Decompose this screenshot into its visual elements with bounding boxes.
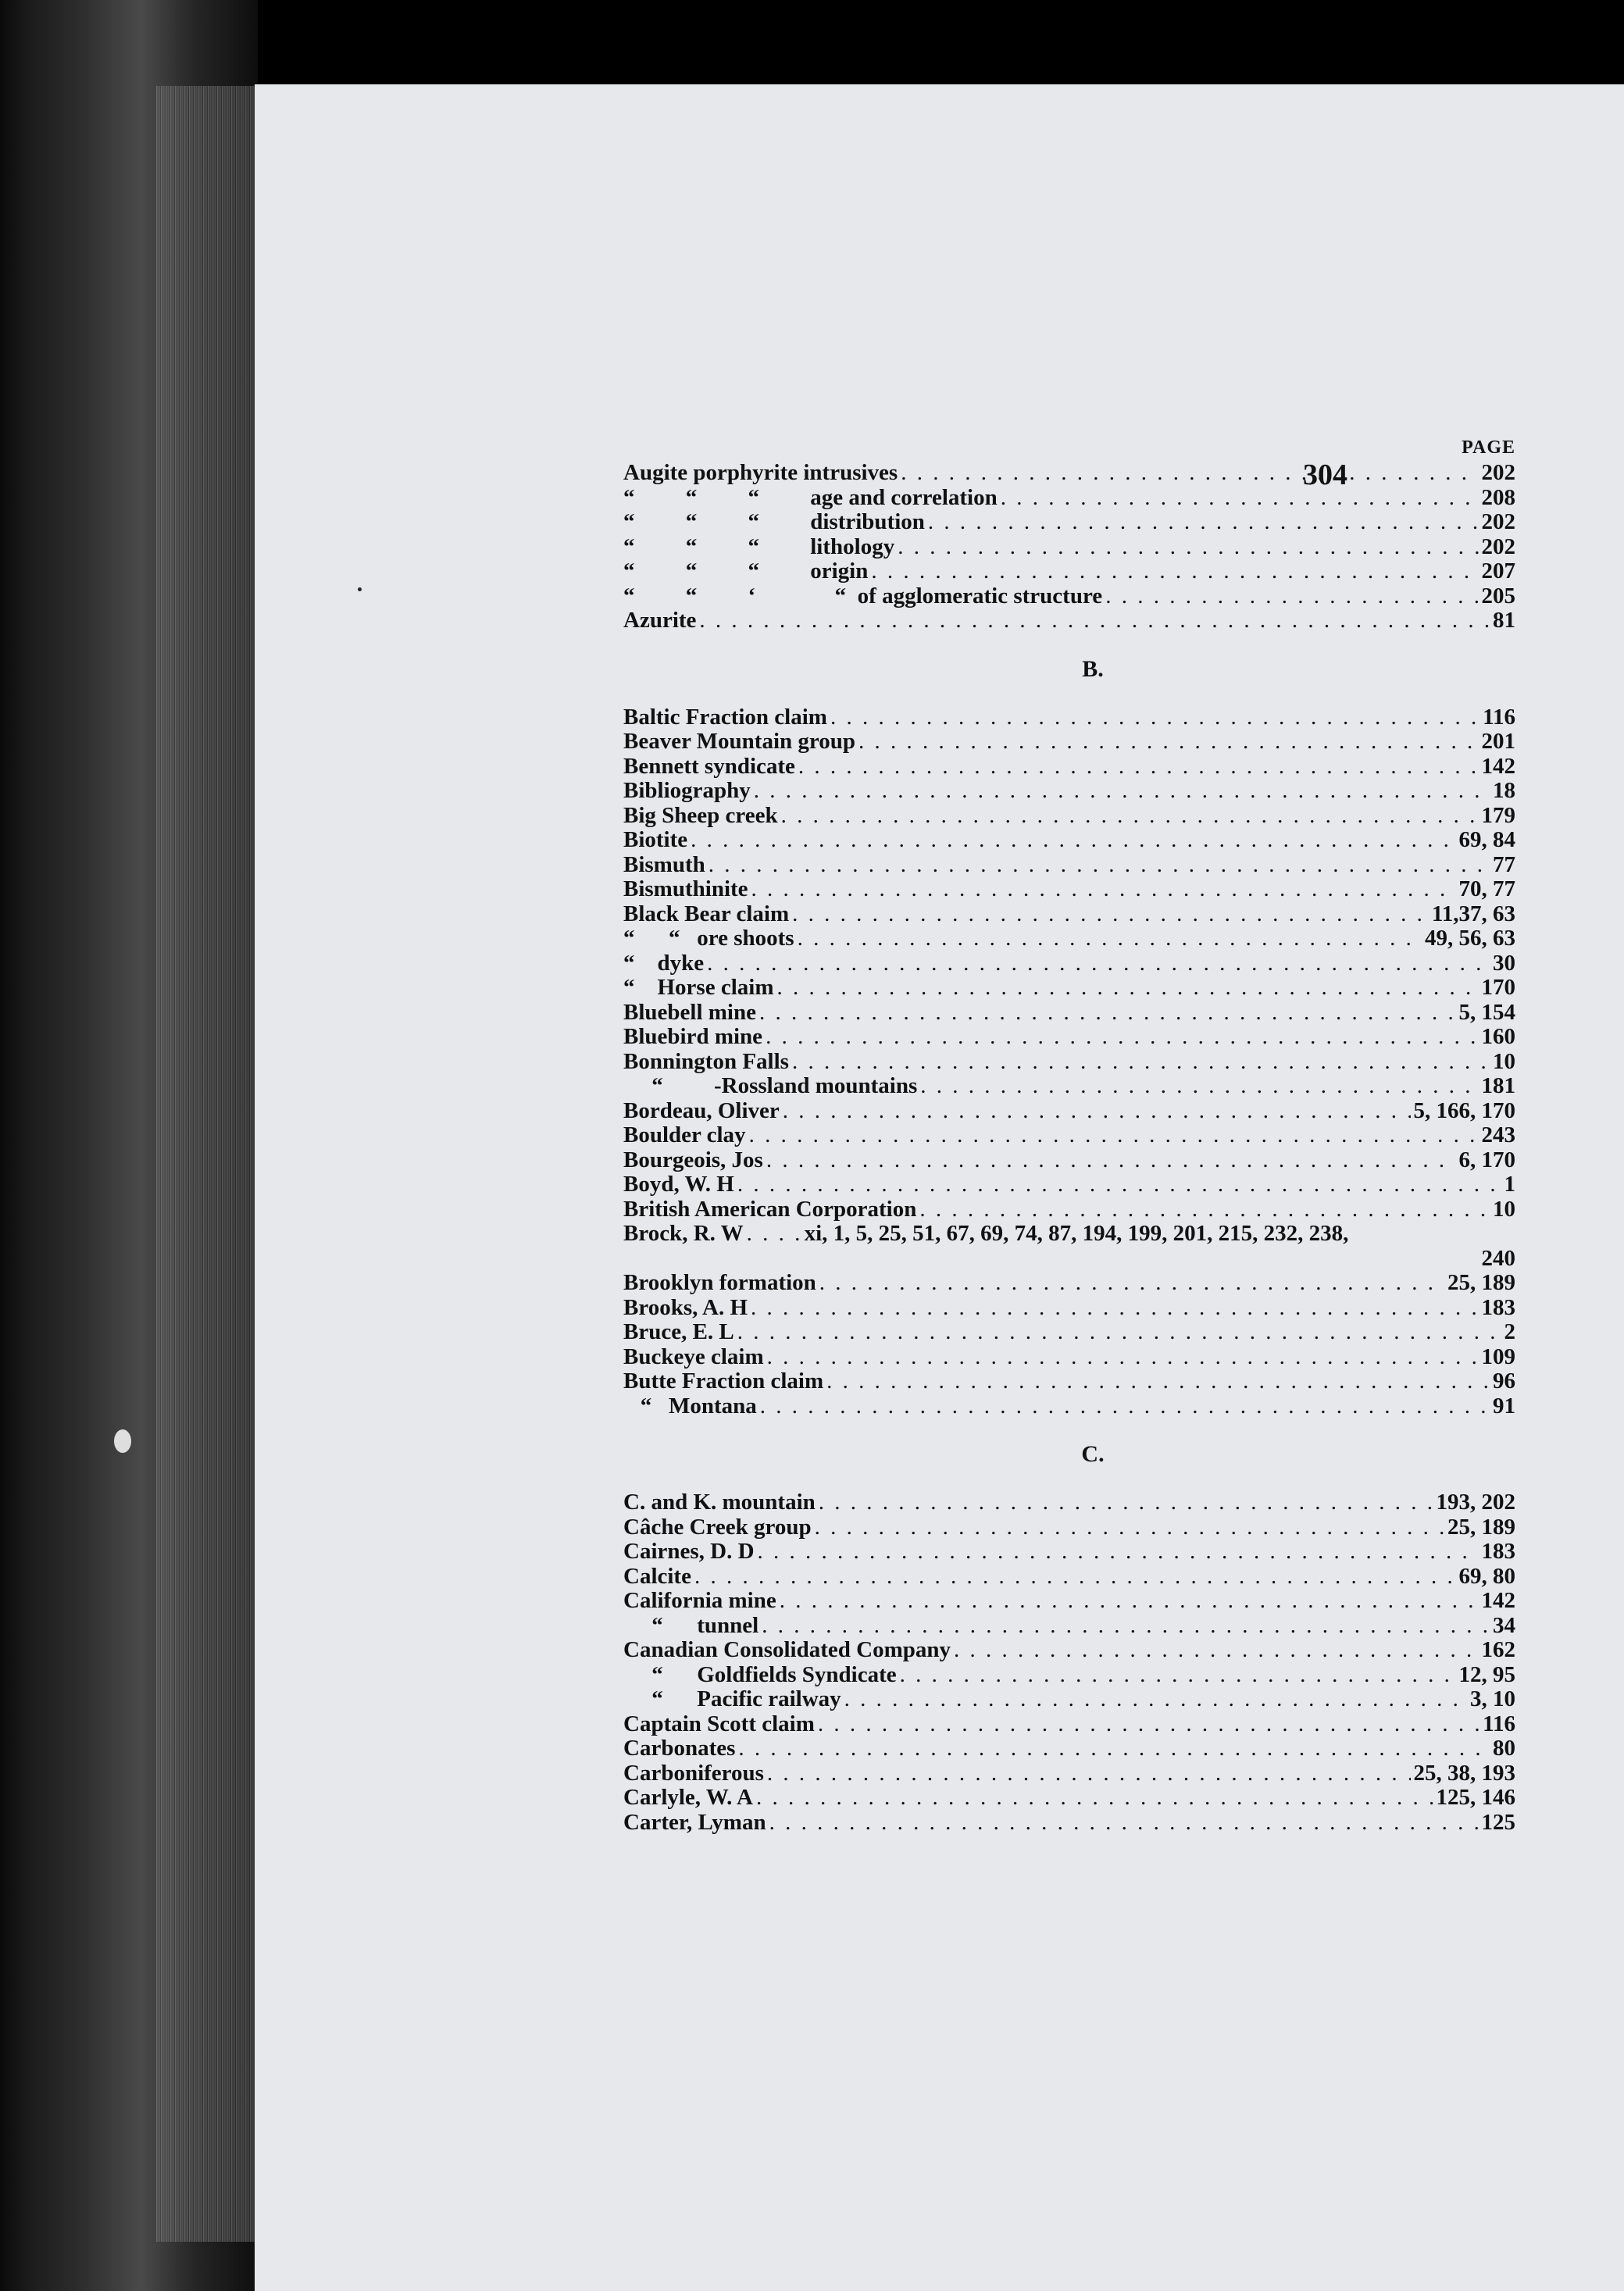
dot-leader xyxy=(781,804,1479,829)
entry-term: Carboniferous xyxy=(623,1760,764,1786)
entry-term: “ -Rossland mountains xyxy=(623,1073,918,1098)
dot-leader xyxy=(900,1663,1456,1688)
entry-page-refs: 162 xyxy=(1481,1637,1515,1662)
dot-leader xyxy=(1001,486,1479,511)
entry-page-refs: 81 xyxy=(1493,608,1515,633)
entry-term: Brock, R. W xyxy=(623,1221,744,1246)
dot-leader xyxy=(751,877,1456,902)
entry-page-refs: 12, 95 xyxy=(1458,1661,1515,1687)
entry-term: Carbonates xyxy=(623,1736,736,1761)
dot-leader xyxy=(754,779,1490,804)
entry-term: Beaver Mountain group xyxy=(623,729,856,754)
entry-page-refs: 1 xyxy=(1504,1172,1515,1197)
page-column-header xyxy=(623,437,1515,461)
index-entry xyxy=(623,535,1515,560)
entry-page-refs: 207 xyxy=(1481,558,1515,583)
index-entry xyxy=(623,1761,1515,1786)
entry-term: California mine xyxy=(623,1588,776,1613)
index-entry xyxy=(623,1394,1515,1419)
entry-term: “ dyke xyxy=(623,950,705,976)
dot-leader xyxy=(928,510,1479,535)
page-column-label: PAGE xyxy=(1462,437,1515,458)
index-entry xyxy=(623,1614,1515,1639)
entry-term: “ “ “ origin xyxy=(623,558,869,583)
index-entry xyxy=(623,1786,1515,1811)
entry-page-refs: 69, 80 xyxy=(1458,1563,1515,1589)
index-entry xyxy=(623,1638,1515,1663)
dot-leader xyxy=(766,1148,1456,1173)
entry-page-refs: 181 xyxy=(1481,1073,1515,1098)
index-entry xyxy=(623,877,1515,902)
entry-page-refs: 240 xyxy=(1481,1245,1515,1271)
entry-term: Bluebird mine xyxy=(623,1024,763,1049)
page-number: 304 xyxy=(1303,459,1347,491)
dot-leader xyxy=(815,1515,1444,1540)
dot-leader xyxy=(830,705,1479,730)
entry-term: C. and K. mountain xyxy=(623,1490,816,1515)
entry-term: “ “ ore shoots xyxy=(623,926,794,951)
index-entry xyxy=(623,853,1515,878)
dot-leader xyxy=(798,755,1479,780)
entry-term: Câche Creek group xyxy=(623,1514,812,1540)
entry-term: Canadian Consolidated Company xyxy=(623,1637,951,1662)
entry-term: Bourgeois, Jos xyxy=(623,1147,763,1172)
entry-term: Big Sheep creek xyxy=(623,802,778,828)
entry-term: Black Bear claim xyxy=(623,901,790,926)
entry-term: British American Corporation xyxy=(623,1196,917,1222)
entry-term: Boulder clay xyxy=(623,1122,746,1147)
index-entry xyxy=(623,1247,1515,1272)
dot-leader xyxy=(707,951,1490,976)
dot-leader xyxy=(699,608,1490,633)
index-entry xyxy=(623,1197,1515,1222)
entry-page-refs: 34 xyxy=(1493,1612,1515,1638)
entry-term: Butte Fraction claim xyxy=(623,1369,824,1394)
entry-term: Brooks, A. H xyxy=(623,1294,748,1320)
index-entry xyxy=(623,1369,1515,1394)
entry-term: Biotite xyxy=(623,827,688,852)
section-letter-heading: C. xyxy=(1081,1441,1105,1467)
index-entry xyxy=(623,951,1515,976)
entry-term: Azurite xyxy=(623,608,697,633)
entry-page-refs: 11,37, 63 xyxy=(1431,901,1515,926)
entry-page-refs: 116 xyxy=(1483,1711,1515,1736)
dot-leader xyxy=(759,1001,1456,1026)
entry-page-refs: 116 xyxy=(1483,704,1515,730)
entry-page-refs: 202 xyxy=(1481,533,1515,559)
entry-page-refs: 25, 189 xyxy=(1447,1514,1515,1540)
entry-page-refs: 243 xyxy=(1481,1122,1515,1147)
entry-page-refs: 208 xyxy=(1481,484,1515,510)
dot-leader xyxy=(819,1271,1444,1296)
entry-term: “ “ “ distribution xyxy=(623,509,925,534)
index-entry xyxy=(623,1050,1515,1075)
entry-term: Bluebell mine xyxy=(623,999,756,1025)
entry-term: “ “ “ age and correlation xyxy=(623,484,998,510)
dot-leader xyxy=(691,828,1455,853)
entry-term: Cairnes, D. D xyxy=(623,1539,755,1564)
entry-term: “ “ ‘ “ of agglomeratic structure xyxy=(623,583,1103,608)
dot-leader xyxy=(747,1222,801,1247)
entry-term: Bennett syndicate xyxy=(623,753,795,779)
entry-page-refs: 91 xyxy=(1493,1393,1515,1418)
dot-leader xyxy=(819,1490,1433,1515)
dot-leader xyxy=(1105,584,1478,609)
dot-leader xyxy=(769,1811,1479,1836)
entry-page-refs: 125, 146 xyxy=(1436,1785,1515,1810)
dot-leader xyxy=(694,1565,1456,1590)
index-entry xyxy=(623,926,1515,951)
entry-page-refs: 10 xyxy=(1493,1196,1515,1222)
entry-term: Bonnington Falls xyxy=(623,1048,789,1074)
index-entry xyxy=(623,804,1515,829)
index-entry xyxy=(623,510,1515,535)
index-entry xyxy=(623,755,1515,780)
entry-term: Buckeye claim xyxy=(623,1344,764,1369)
dot-leader xyxy=(898,535,1478,560)
section-letter-heading: B. xyxy=(1082,655,1104,682)
entry-page-refs: 25, 189 xyxy=(1447,1270,1515,1295)
entry-term: Carter, Lyman xyxy=(623,1809,766,1835)
entry-term: “ Horse claim xyxy=(623,975,774,1000)
index-entry xyxy=(623,1172,1515,1197)
entry-term: “ Goldfields Syndicate xyxy=(623,1661,897,1687)
index-entry xyxy=(623,1271,1515,1296)
entry-page-refs: 202 xyxy=(1481,509,1515,534)
dot-leader xyxy=(737,1172,1501,1197)
index-entry xyxy=(623,1025,1515,1050)
dot-leader xyxy=(708,853,1490,878)
entry-page-refs: 2 xyxy=(1504,1319,1515,1344)
index-entry xyxy=(623,828,1515,853)
index-entry xyxy=(623,1099,1515,1124)
entry-term: Bruce, E. L xyxy=(623,1319,734,1344)
entry-term: “ “ “ lithology xyxy=(623,533,895,559)
dot-leader xyxy=(826,1369,1490,1394)
entry-page-refs: 183 xyxy=(1481,1294,1515,1320)
entry-term: Boyd, W. H xyxy=(623,1172,734,1197)
entry-page-refs: 96 xyxy=(1493,1369,1515,1394)
entry-page-refs: 49, 56, 63 xyxy=(1425,926,1515,951)
scan-blemish xyxy=(114,1429,131,1453)
index-entry xyxy=(623,1074,1515,1099)
index-entry xyxy=(623,1001,1515,1026)
dot-leader xyxy=(792,902,1429,927)
index-entry xyxy=(623,1736,1515,1761)
entry-page-refs: 202 xyxy=(1481,460,1515,485)
entry-term: “ tunnel xyxy=(623,1612,759,1638)
index-entry xyxy=(623,1490,1515,1515)
entry-term: Captain Scott claim xyxy=(623,1711,815,1736)
dot-leader xyxy=(844,1687,1467,1712)
entry-term: “ Montana xyxy=(623,1393,757,1418)
index-listing xyxy=(623,437,1515,1835)
dot-leader xyxy=(798,926,1422,951)
dot-leader xyxy=(858,730,1478,755)
dot-leader xyxy=(783,1099,1411,1124)
index-entry xyxy=(623,608,1515,633)
index-entry xyxy=(623,1515,1515,1540)
dot-leader xyxy=(758,1540,1479,1565)
index-entry xyxy=(623,1345,1515,1370)
entry-page-refs: 109 xyxy=(1481,1344,1515,1369)
entry-page-refs: 25, 38, 193 xyxy=(1413,1760,1515,1786)
dot-leader xyxy=(792,1050,1490,1075)
dot-leader xyxy=(871,559,1478,584)
dot-leader xyxy=(767,1345,1479,1370)
entry-page-refs: 18 xyxy=(1493,778,1515,803)
entry-page-refs: 160 xyxy=(1481,1024,1515,1049)
entry-term: Bismuthinite xyxy=(623,876,748,901)
dot-leader xyxy=(760,1394,1490,1419)
entry-term: Bibliography xyxy=(623,778,751,803)
index-entry xyxy=(623,902,1515,927)
index-entry xyxy=(623,1320,1515,1345)
index-sections xyxy=(623,461,1515,1835)
entry-term: Baltic Fraction claim xyxy=(623,704,827,730)
entry-page-refs: 80 xyxy=(1493,1736,1515,1761)
entry-term: Bordeau, Oliver xyxy=(623,1097,780,1123)
page-edges xyxy=(156,86,258,2242)
index-entry xyxy=(623,779,1515,804)
index-entry xyxy=(623,1589,1515,1614)
scan-speck xyxy=(358,587,362,591)
index-entry xyxy=(623,1811,1515,1836)
entry-page-refs: 10 xyxy=(1493,1048,1515,1074)
entry-page-refs: 201 xyxy=(1481,729,1515,754)
dot-leader xyxy=(738,1736,1490,1761)
entry-page-refs: 170 xyxy=(1481,975,1515,1000)
index-entry xyxy=(623,461,1515,486)
entry-page-refs: 30 xyxy=(1493,950,1515,976)
index-entry xyxy=(623,705,1515,730)
index-entry xyxy=(623,1687,1515,1712)
index-entry xyxy=(623,976,1515,1001)
index-entry xyxy=(623,1712,1515,1737)
entry-page-refs: 6, 170 xyxy=(1458,1147,1515,1172)
entry-term: Augite porphyrite intrusives xyxy=(623,460,898,485)
index-entry xyxy=(623,1540,1515,1565)
entry-page-refs: 77 xyxy=(1493,851,1515,877)
entry-term: Carlyle, W. A xyxy=(623,1785,753,1810)
index-entry xyxy=(623,486,1515,511)
dot-leader xyxy=(766,1025,1478,1050)
dot-leader xyxy=(767,1761,1411,1786)
dot-leader xyxy=(737,1320,1501,1345)
entry-page-refs: 5, 166, 170 xyxy=(1413,1097,1515,1123)
entry-page-refs: 183 xyxy=(1481,1539,1515,1564)
dot-leader xyxy=(751,1296,1478,1321)
entry-page-refs: xi, 1, 5, 25, 51, 67, 69, 74, 87, 194, 199, 201, 215, 232, 238, xyxy=(804,1221,1349,1246)
dot-leader xyxy=(954,1638,1479,1663)
entry-page-refs: 179 xyxy=(1481,802,1515,828)
dot-leader xyxy=(762,1614,1490,1639)
entry-page-refs: 69, 84 xyxy=(1458,827,1515,852)
dot-leader xyxy=(818,1712,1479,1737)
index-entry xyxy=(623,1663,1515,1688)
dot-leader xyxy=(780,1589,1479,1614)
entry-term: “ Pacific railway xyxy=(623,1686,841,1711)
index-entry xyxy=(623,559,1515,584)
entry-page-refs: 3, 10 xyxy=(1470,1686,1515,1711)
entry-page-refs: 70, 77 xyxy=(1458,876,1515,901)
dot-leader xyxy=(919,1197,1490,1222)
index-entry xyxy=(623,1148,1515,1173)
dot-leader xyxy=(749,1123,1479,1148)
entry-term: Bismuth xyxy=(623,851,705,877)
entry-page-refs: 5, 154 xyxy=(1458,999,1515,1025)
index-entry xyxy=(623,1222,1515,1247)
dot-leader xyxy=(920,1074,1478,1099)
index-entry xyxy=(623,1123,1515,1148)
entry-page-refs: 205 xyxy=(1481,583,1515,608)
entry-page-refs: 142 xyxy=(1481,753,1515,779)
book-spine-edge xyxy=(0,0,258,2291)
entry-term: Calcite xyxy=(623,1563,691,1589)
entry-page-refs: 193, 202 xyxy=(1436,1490,1515,1515)
index-entry xyxy=(623,1296,1515,1321)
dot-leader xyxy=(756,1786,1433,1811)
entry-page-refs: 125 xyxy=(1481,1809,1515,1835)
index-entry xyxy=(623,584,1515,609)
entry-page-refs: 142 xyxy=(1481,1588,1515,1613)
entry-term: Brooklyn formation xyxy=(623,1270,816,1295)
dot-leader xyxy=(901,461,1478,486)
dot-leader xyxy=(776,976,1478,1001)
index-entry xyxy=(623,730,1515,755)
index-entry xyxy=(623,1565,1515,1590)
